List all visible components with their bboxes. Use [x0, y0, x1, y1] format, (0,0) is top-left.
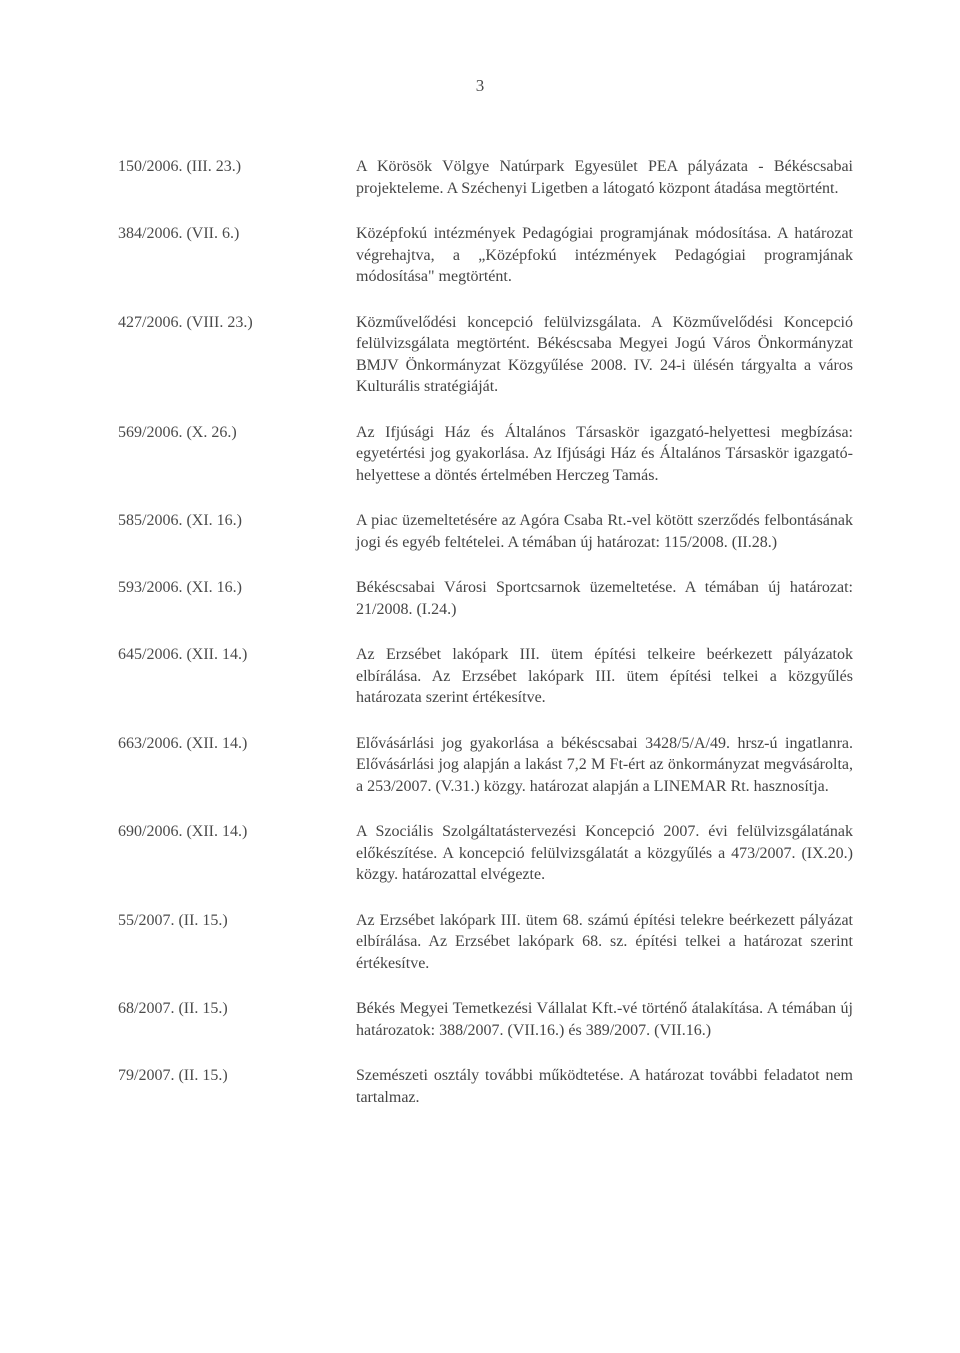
resolution-entry: [118, 312, 858, 398]
resolution-entry: [118, 510, 858, 553]
resolution-reference: 68/2007. (II. 15.): [118, 1000, 228, 1017]
resolution-reference: 663/2006. (XII. 14.): [118, 734, 248, 752]
resolution-reference: 690/2006. (XII. 14.): [118, 823, 248, 840]
resolution-entry: [118, 156, 858, 199]
resolution-entry: [118, 422, 858, 487]
resolution-entry: [118, 577, 858, 620]
resolution-reference: 384/2006. (VII. 6.): [118, 225, 240, 242]
resolution-reference: 150/2006. (III. 23.): [118, 158, 242, 175]
resolution-reference: 55/2007. (II. 15.): [118, 911, 228, 929]
resolution-reference: 645/2006. (XII. 14.): [118, 646, 248, 663]
resolution-reference: 569/2006. (X. 26.): [118, 423, 237, 441]
resolution-entry: [118, 998, 858, 1041]
resolution-description: Szemészeti osztály további működtetése. A határozat további feladatot nem tartalmaz.: [356, 1067, 853, 1106]
resolution-description: Elővásárlási jog gyakorlása a békéscsabai 3428/5/A/49. hrsz-ú ingatlanra. Elővásárlási jog alapján a lakást 7,2 M Ft-ért az önkormányzat megvásárolta, a 253/2007. (V.31.) közgy. határozat alapján a LINEMAR Rt. hasznosítja.: [356, 734, 853, 795]
resolution-reference: 585/2006. (XI. 16.): [118, 512, 242, 529]
resolution-list: [118, 156, 858, 1132]
resolution-entry: [118, 910, 858, 975]
resolution-description: A Körösök Völgye Natúrpark Egyesület PEA pályázata - Békéscsabai projekteleme. A Széchenyi Ligetben a látogató központ átadása megtörtént.: [356, 158, 853, 197]
resolution-entry: [118, 223, 858, 288]
resolution-reference: 427/2006. (VIII. 23.): [118, 313, 253, 331]
resolution-description: A Szociális Szolgáltatástervezési Koncepció 2007. évi felülvizsgálatának előkészítése. A koncepció felülvizsgálatát a közgyűlés a 473/2007. (IX.20.) közgy. határozattal elvégezte.: [356, 823, 853, 883]
resolution-description: Az Erzsébet lakópark III. ütem építési telkeire beérkezett pályázatok elbírálása. Az Erzsébet lakópark III. ütem építési telkei a közgyűlés határozata szerint értékesítve.: [356, 646, 853, 706]
page-number: 3: [475, 76, 485, 95]
resolution-entry: [118, 1065, 858, 1108]
resolution-entry: [118, 821, 858, 886]
resolution-description: Békés Megyei Temetkezési Vállalat Kft.-vé történő átalakítása. A témában új határozatok: 388/2007. (VII.16.) és 389/2007. (VII.16.): [356, 1000, 853, 1039]
resolution-description: Az Erzsébet lakópark III. ütem 68. számú építési telekre beérkezett pályázat elbírálása. Az Erzsébet lakópark 68. sz. építési telkei a határozat szerint értékesítve.: [356, 911, 853, 972]
resolution-entry: [118, 733, 858, 798]
resolution-entry: [118, 644, 858, 709]
resolution-description: A piac üzemeltetésére az Agóra Csaba Rt.-vel kötött szerződés felbontásának jogi és egyéb feltételei. A témában új határozat: 115/2008. (II.28.): [356, 512, 853, 551]
resolution-description: Az Ifjúsági Ház és Általános Társaskör igazgató-helyettesi megbízása: egyetértési jog gyakorlása. Az Ifjúsági Ház és Általános Társaskör igazgató-helyettese a döntés értelmében Herczeg Tamás.: [356, 423, 853, 484]
resolution-description: Békéscsabai Városi Sportcsarnok üzemeltetése. A témában új határozat: 21/2008. (I.24.): [356, 579, 853, 618]
resolution-description: Középfokú intézmények Pedagógiai programjának módosítása. A határozat végrehajtva, a „Középfokú intézmények Pedagógiai programjának módosítása" megtörtént.: [356, 225, 853, 285]
resolution-description: Közművelődési koncepció felülvizsgálata. A Közművelődési Koncepció felülvizsgálata megtörtént. Békéscsaba Megyei Jogú Város Önkormányzat BMJV Önkormányzat Közgyűlése 2008. IV. 24-i ülésén tárgyalta a város Kulturális stratégiáját.: [356, 313, 853, 395]
resolution-reference: 593/2006. (XI. 16.): [118, 579, 242, 596]
resolution-reference: 79/2007. (II. 15.): [118, 1067, 228, 1084]
